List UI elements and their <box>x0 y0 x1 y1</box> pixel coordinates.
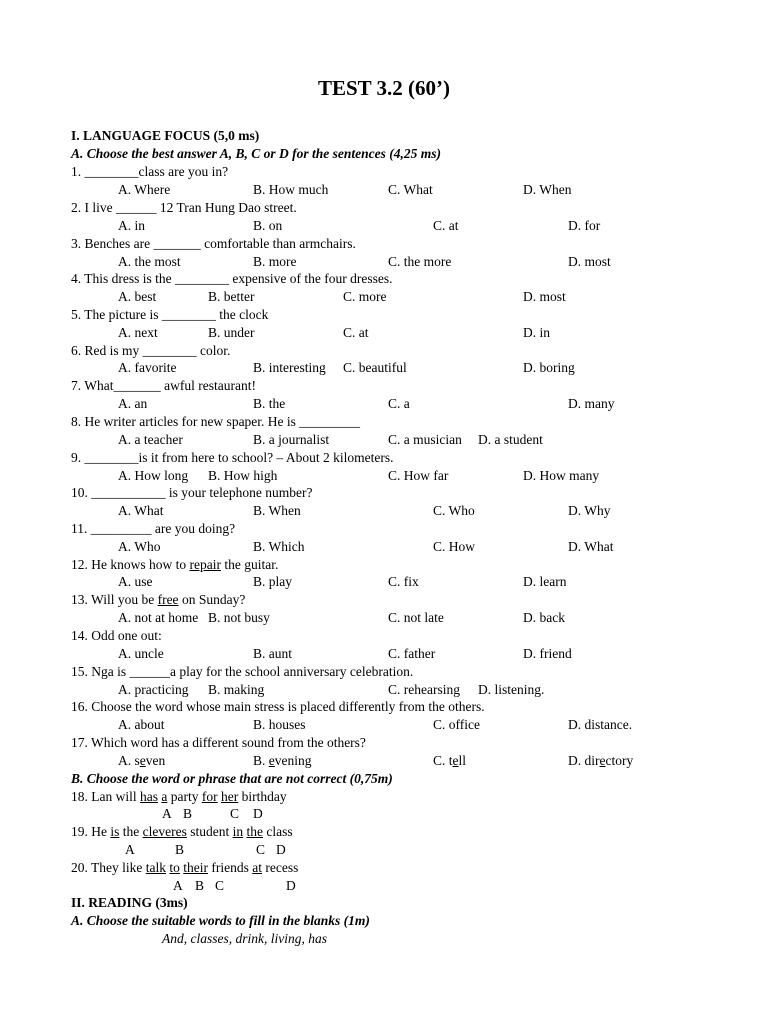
q16-option-b: B. houses <box>253 717 306 732</box>
section-language-focus: I. LANGUAGE FOCUS (5,0 ms) <box>71 128 260 143</box>
q2-option-d: D. for <box>568 218 601 233</box>
q10-option-d: D. Why <box>568 503 611 518</box>
q6-option-a: A. favorite <box>118 360 177 375</box>
q14-option-a: A. uncle <box>118 646 164 661</box>
q19-letter-c: C <box>256 842 266 857</box>
q16-option-a: A. about <box>118 717 165 732</box>
question-16: 16. Choose the word whose main stress is placed differently from the others. <box>71 699 485 714</box>
q10-option-c: C. Who <box>433 503 475 518</box>
question-8: 8. He writer articles for new spaper. He is _________ <box>71 414 361 429</box>
test-title: TEST 3.2 (60’) <box>317 76 451 100</box>
q19-letter-d: D <box>276 842 286 857</box>
q1-option-a: A. Where <box>118 182 171 197</box>
q3-option-d: D. most <box>568 254 611 269</box>
word-bank: And, classes, drink, living, has <box>162 931 327 946</box>
q18-part-b: a <box>161 789 168 804</box>
q20-letter-c: C <box>215 878 225 893</box>
q13-underlined-word: free <box>157 592 179 607</box>
q17-option-d: D. directory <box>568 753 634 768</box>
q6-option-c: C. beautiful <box>343 360 407 375</box>
q2-option-a: A. in <box>118 218 145 233</box>
question-3: 3. Benches are _______ comfortable than armchairs. <box>71 236 356 251</box>
q8-option-d: D. a student <box>478 432 543 447</box>
q4-option-b: B. better <box>208 289 255 304</box>
q15-option-d: D. listening. <box>478 682 545 697</box>
q20-part-d: at <box>252 860 263 875</box>
q20-letter-b: B <box>195 878 205 893</box>
question-13 <box>71 592 245 608</box>
q18-letter-d: D <box>253 806 263 821</box>
q12-option-a: A. use <box>118 574 153 589</box>
question-9: 9. ________is it from here to school? – About 2 kilometers. <box>71 450 394 465</box>
q15-option-b: B. making <box>208 682 265 697</box>
q9-option-d: D. How many <box>523 468 600 483</box>
q20-part-c: their <box>183 860 209 875</box>
q10-option-a: A. What <box>118 503 164 518</box>
reading-part-a-heading: A. Choose the suitable words to fill in the blanks (1m) <box>71 913 370 928</box>
q20-part-a: talk <box>145 860 166 875</box>
question-4: 4. This dress is the ________ expensive of the four dresses. <box>71 271 393 286</box>
q5-option-b: B. under <box>208 325 255 340</box>
section-reading: II. READING (3ms) <box>71 895 188 910</box>
q20-letter-d: D <box>286 878 296 893</box>
q5-option-d: D. in <box>523 325 550 340</box>
q13-option-c: C. not late <box>388 610 444 625</box>
q13-option-b: B. not busy <box>208 610 270 625</box>
question-14: 14. Odd one out: <box>71 628 162 643</box>
q18-letter-a: A <box>162 806 172 821</box>
q12-underlined-word: repair <box>189 557 221 572</box>
q14-option-d: D. friend <box>523 646 572 661</box>
q13-option-d: D. back <box>523 610 565 625</box>
q11-option-c: C. How <box>433 539 476 554</box>
question-11: 11. _________ are you doing? <box>71 521 236 536</box>
q15-option-a: A. practicing <box>118 682 189 697</box>
question-2: 2. I live ______ 12 Tran Hung Dao street. <box>71 200 297 215</box>
q6-option-d: D. boring <box>523 360 575 375</box>
q2-option-b: B. on <box>253 218 283 233</box>
q18-letter-b: B <box>183 806 193 821</box>
part-a-heading: A. Choose the best answer A, B, C or D for the sentences (4,25 ms) <box>71 146 442 161</box>
q20-letter-a: A <box>173 878 183 893</box>
q12-stem-pre: 12. He knows how to <box>71 557 190 572</box>
q3-option-c: C. the more <box>388 254 452 269</box>
q13-stem-pre: 13. Will you be <box>71 592 158 607</box>
q19-letter-b: B <box>175 842 185 857</box>
q1-option-b: B. How much <box>253 182 329 197</box>
q11-option-b: B. Which <box>253 539 305 554</box>
q12-option-c: C. fix <box>388 574 419 589</box>
q13-stem-post: on Sunday? <box>178 592 246 607</box>
q5-option-a: A. next <box>118 325 158 340</box>
q17-option-b: B. evening <box>253 753 312 768</box>
question-15: 15. Nga is ______a play for the school anniversary celebration. <box>71 664 414 679</box>
q1-option-c: C. What <box>388 182 433 197</box>
q11-option-a: A. Who <box>118 539 161 554</box>
q18-part-a: has <box>140 789 158 804</box>
q8-option-b: B. a journalist <box>253 432 330 447</box>
q18-letter-c: C <box>230 806 240 821</box>
q14-option-b: B. aunt <box>253 646 292 661</box>
question-17: 17. Which word has a different sound from the others? <box>71 735 366 750</box>
q12-stem-post: the guitar. <box>220 557 279 572</box>
q18-part-d: her <box>221 789 239 804</box>
q14-option-c: C. father <box>388 646 436 661</box>
q6-option-b: B. interesting <box>253 360 326 375</box>
q12-option-b: B. play <box>253 574 292 589</box>
q16-option-c: C. office <box>433 717 480 732</box>
q7-option-b: B. the <box>253 396 286 411</box>
question-5: 5. The picture is ________ the clock <box>71 307 269 322</box>
q8-option-a: A. a teacher <box>118 432 183 447</box>
q16-option-d: D. distance. <box>568 717 633 732</box>
q3-option-a: A. the most <box>118 254 181 269</box>
q5-option-c: C. at <box>343 325 369 340</box>
q3-option-b: B. more <box>253 254 297 269</box>
question-1: 1. ________class are you in? <box>71 164 229 179</box>
q4-option-c: C. more <box>343 289 387 304</box>
q19-part-d: the <box>246 824 263 839</box>
q7-option-a: A. an <box>118 396 148 411</box>
q9-option-a: A. How long <box>118 468 189 483</box>
question-10: 10. ___________ is your telephone number? <box>71 485 313 500</box>
q1-option-d: D. When <box>523 182 572 197</box>
question-20: 20. They like talk to their friends at recess <box>71 860 299 875</box>
q7-option-c: C. a <box>388 396 410 411</box>
q10-option-b: B. When <box>253 503 301 518</box>
q11-option-d: D. What <box>568 539 614 554</box>
q15-option-c: C. rehearsing <box>388 682 460 697</box>
q19-part-a: is <box>110 824 120 839</box>
q2-option-c: C. at <box>433 218 459 233</box>
q17-option-c: C. tell <box>433 753 467 768</box>
question-19: 19. He is the cleveres student in the class <box>71 824 293 839</box>
q13-option-a: A. not at home <box>118 610 199 625</box>
q8-option-c: C. a musician <box>388 432 462 447</box>
part-b-heading: B. Choose the word or phrase that are not correct (0,75m) <box>71 771 393 786</box>
q20-part-b: to <box>169 860 180 875</box>
q4-option-d: D. most <box>523 289 566 304</box>
q12-option-d: D. learn <box>523 574 567 589</box>
question-12 <box>71 557 278 573</box>
question-18: 18. Lan will has a party for her birthday <box>71 789 287 804</box>
q18-part-c: for <box>201 789 218 804</box>
q19-part-b: cleveres <box>142 824 187 839</box>
q4-option-a: A. best <box>118 289 157 304</box>
q7-option-d: D. many <box>568 396 615 411</box>
question-6: 6. Red is my ________ color. <box>71 343 231 358</box>
q9-option-b: B. How high <box>208 468 278 483</box>
q19-letter-a: A <box>125 842 135 857</box>
question-7: 7. What_______ awful restaurant! <box>71 378 256 393</box>
q9-option-c: C. How far <box>388 468 449 483</box>
q17-option-a: A. seven <box>118 753 166 768</box>
q19-part-c: in <box>232 824 244 839</box>
